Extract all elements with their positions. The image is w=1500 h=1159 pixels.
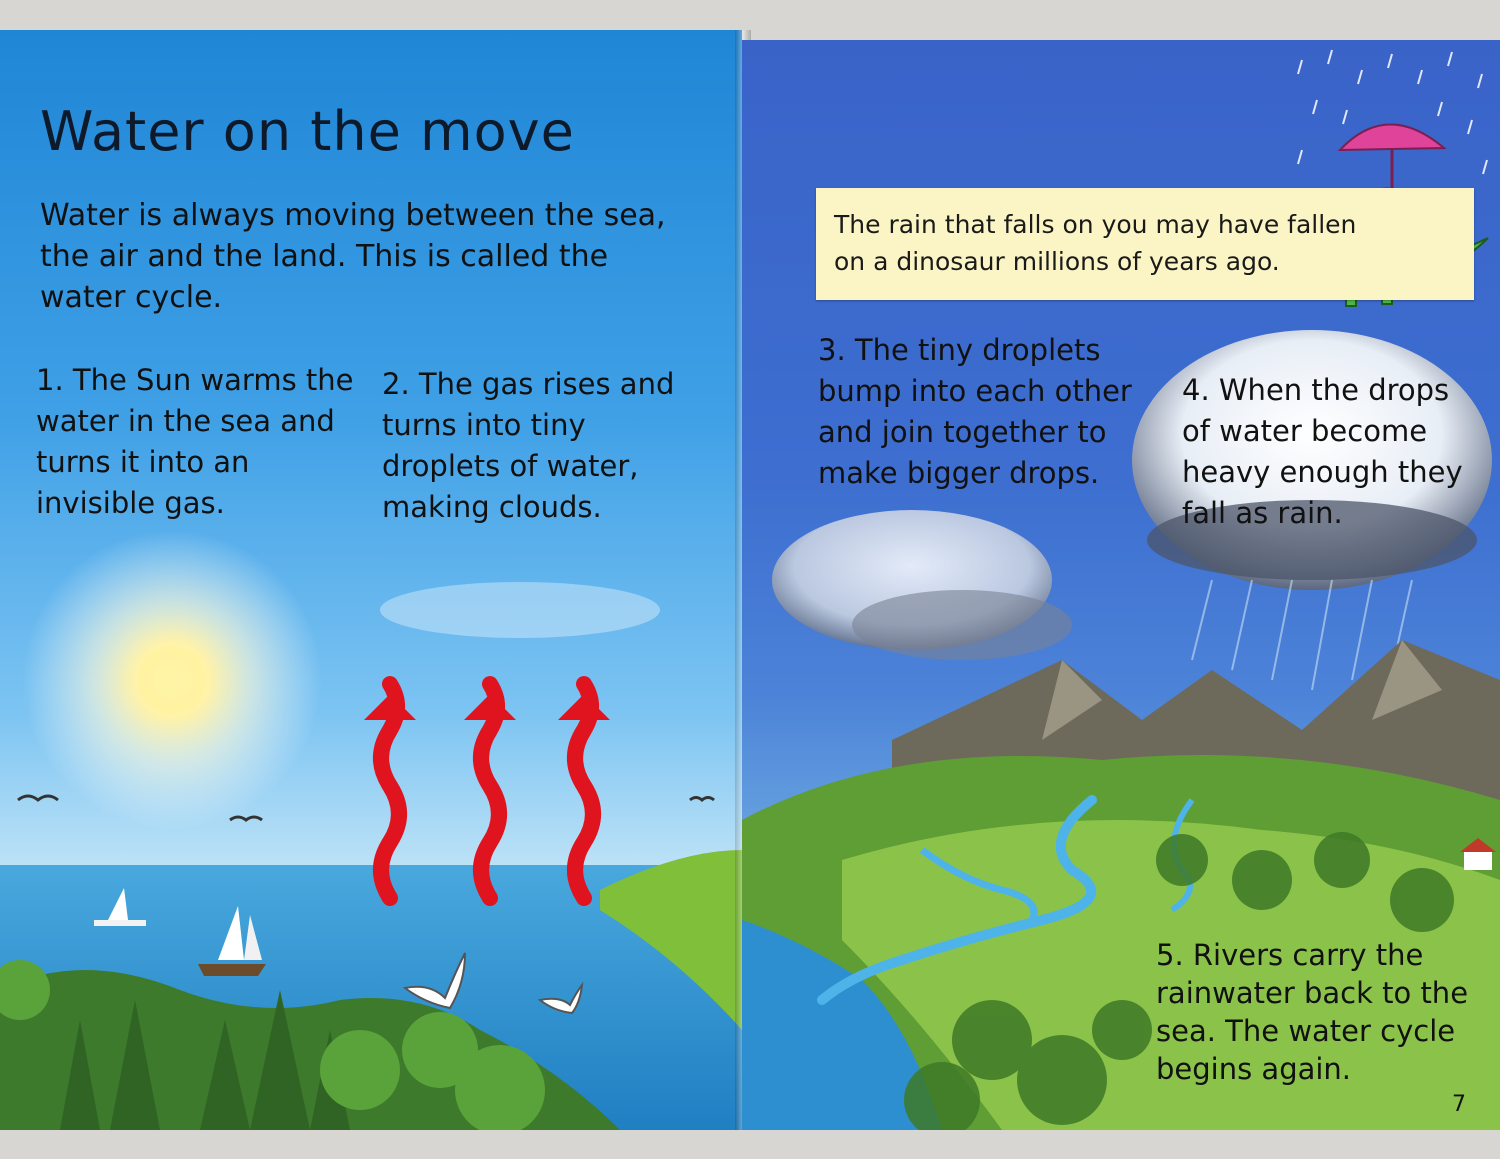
step-5-text: 5. Rivers carry the rainwater back to the sea. The water cycle begins again. xyxy=(1156,938,1469,1086)
page-title: Water on the move xyxy=(40,100,575,163)
umbrella xyxy=(1340,124,1444,150)
left-page xyxy=(0,30,742,1130)
intro-paragraph: Water is always moving between the sea, the air and the land. This is called the water cycle. xyxy=(40,198,666,315)
fact-callout-text: The rain that falls on you may have fallen on a dinosaur millions of years ago. xyxy=(834,210,1357,276)
wispy-cloud xyxy=(380,582,660,638)
step-4-text: 4. When the drops of water become heavy enough they fall as rain. xyxy=(1182,373,1463,530)
right-page xyxy=(742,40,1500,1130)
step-3-text: 3. The tiny droplets bump into each other and join together to make bigger drops. xyxy=(818,333,1132,490)
step-1-text: 1. The Sun warms the water in the sea and turns it into an invisible gas. xyxy=(36,363,354,520)
step-2-text: 2. The gas rises and turns into tiny droplets of water, making clouds. xyxy=(382,367,675,524)
page-number: 7 xyxy=(1452,1092,1466,1117)
fact-callout-box xyxy=(816,188,1474,300)
